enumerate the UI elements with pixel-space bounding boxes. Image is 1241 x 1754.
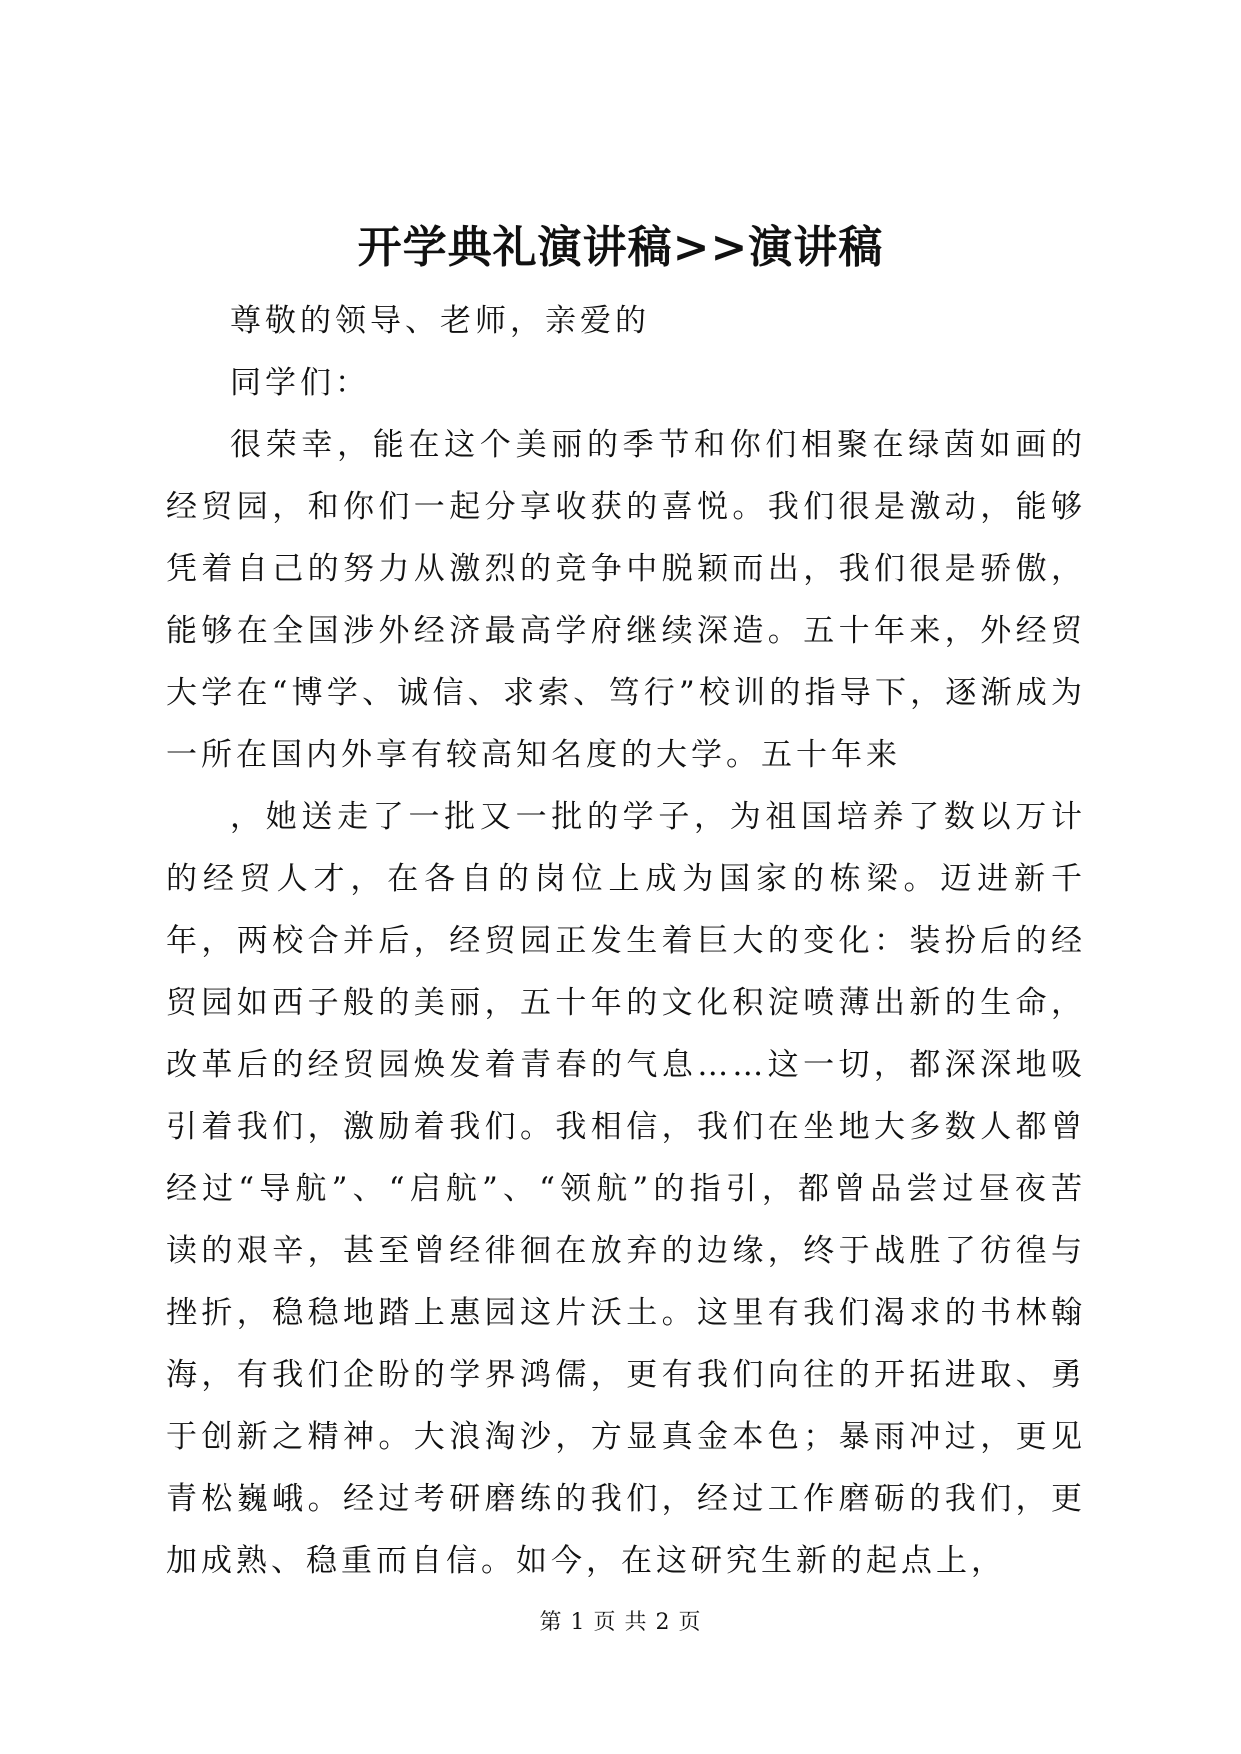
page-footer: 第 1 页 共 2 页 [539,1610,702,1635]
salutation-line-2: 同学们： [230,365,370,401]
salutation-line-1: 尊敬的领导、老师，亲爱的 [230,303,650,339]
body-paragraph-1: 很荣幸，能在这个美丽的季节和你们相聚在绿茵如画的经贸园，和你们一起分享收获的喜悦。我们很是激动，能够凭着自己的努力从激烈的竞争中脱颖而出，我们很是骄傲，能够在全国涉外经济最高学府继续深造。五十年来，外经贸大学在“博学、诚信、求索、笃行”校训的指导下，逐渐成为一所在国内外享有较高知名度的大学。五十年来 [166,427,1086,773]
document-body [166,290,1086,1592]
body-paragraph-2: ，她送走了一批又一批的学子，为祖国培养了数以万计的经贸人才，在各自的岗位上成为国家的栋梁。迈进新千年，两校合并后，经贸园正发生着巨大的变化：装扮后的经贸园如西子般的美丽，五十年的文化积淀喷薄出新的生命，改革后的经贸园焕发着青春的气息……这一切，都深深地吸引着我们，激励着我们。我相信，我们在坐地大多数人都曾经过“导航”、“启航”、“领航”的指引，都曾品尝过昼夜苦读的艰辛，甚至曾经徘徊在放弃的边缘，终于战胜了彷徨与挫折，稳稳地踏上惠园这片沃土。这里有我们渴求的书林翰海，有我们企盼的学界鸿儒，更有我们向往的开拓进取、勇于创新之精神。大浪淘沙，方显真金本色；暴雨冲过，更见青松巍峨。经过考研磨练的我们，经过工作磨砺的我们，更加成熟、稳重而自信。如今，在这研究生新的起点上， [166,799,1086,1579]
document-title: 开学典礼演讲稿>>演讲稿 [357,222,884,273]
